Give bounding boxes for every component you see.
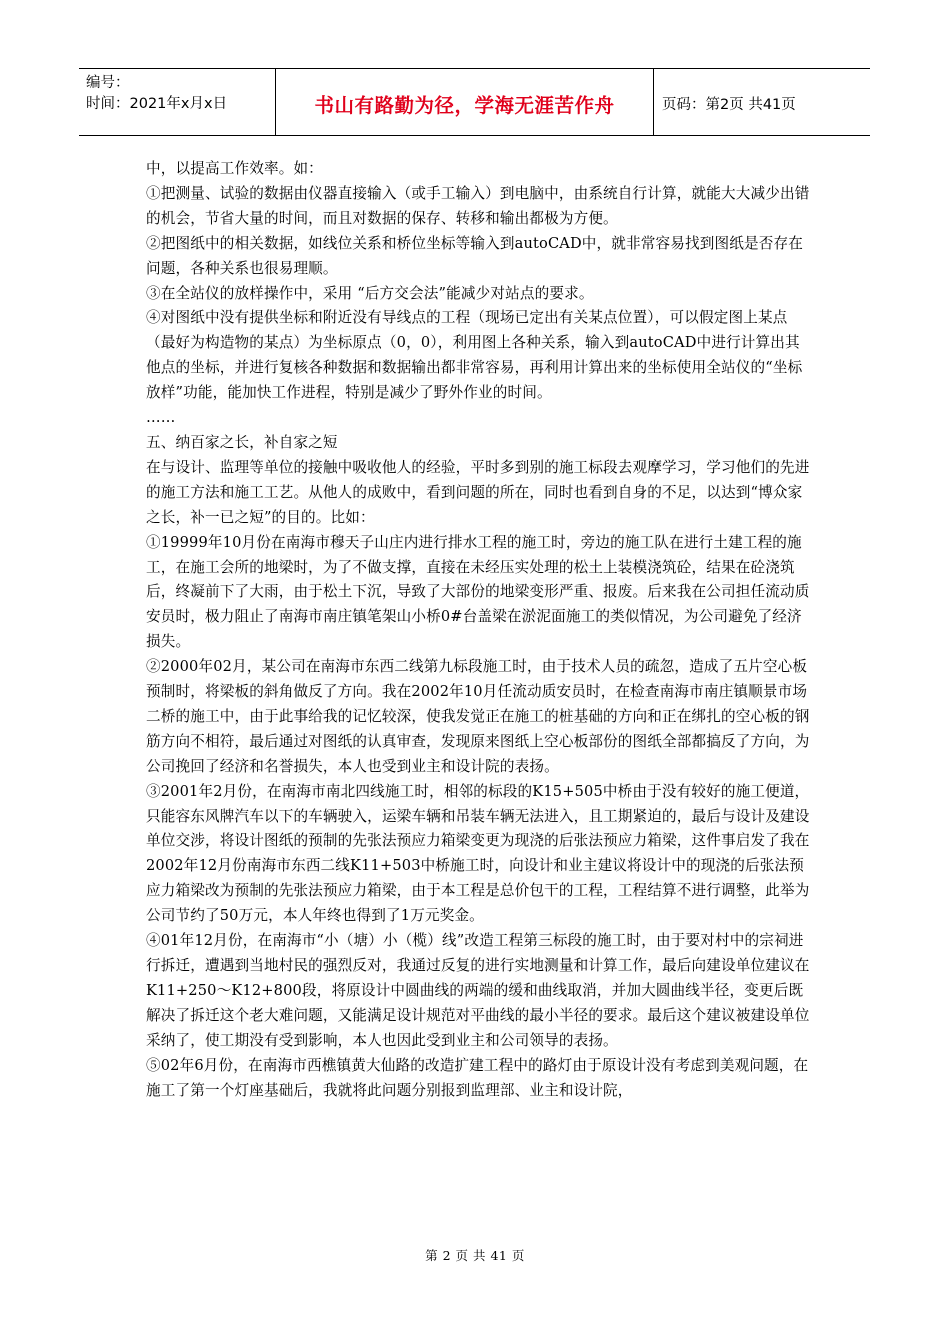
body-paragraph: ②2000年02月，某公司在南海市东西二线第九标段施工时，由于技术人员的疏忽，造成了五片空心板预制时，将梁板的斜角做反了方向。我在2002年10月任流动质安员时，在检查南海市南庄镇顺景市场二桥的施工中，由于此事给我的记忆较深，使我发觉正在施工的桩基础的方向和正在绑扎的空心板的钢筋方向不相符，最后通过对图纸的认真审查，发现原来图纸上空心板部份的图纸全部都搞反了方向，为公司挽回了经济和名誉损失，本人也受到业主和设计院的表扬。 <box>146 658 810 775</box>
body-paragraph: ①把测量、试验的数据由仪器直接输入（或手工输入）到电脑中，由系统自行计算，就能大大减少出错的机会，节省大量的时间，而且对数据的保存、转移和输出都极为方便。 <box>146 184 810 227</box>
body-paragraph: ④01年12月份，在南海市“小（塘）小（榄）线”改造工程第三标段的施工时，由于要对村中的宗祠进行拆迁，遭遇到当地村民的强烈反对，我通过反复的进行实地测量和计算工作，最后向建设单位建议在K11+250～K12+800段，将原设计中圆曲线的两端的缓和曲线取消，并加大圆曲线半径，变更后既解决了拆迁这个老大难问题，又能满足设计规范对平曲线的最小半径的要求。最后这个建议被建设单位采纳了，使工期没有受到影响，本人也因此受到业主和公司领导的表扬。 <box>146 932 810 1049</box>
body-paragraph: ①19999年10月份在南海市穆天子山庄内进行排水工程的施工时，旁边的施工队在进行土建工程的施工，在施工会所的地梁时，为了不做支撑，直接在未经压实处理的松土上装模浇筑砼，结果在砼浇筑后，终凝前下了大雨，由于松土下沉，导致了大部份的地梁变形严重、报废。后来我在公司担任流动质安员时，极力阻止了南海市南庄镇笔架山小桥0#台盖梁在淤泥面施工的类似情况，为公司避免了经济损失。 <box>146 533 810 651</box>
header-page-info: 页码：第2页 共41页 <box>662 96 796 113</box>
header-page-info-cell <box>654 69 870 135</box>
body-paragraph: 中，以提高工作效率。如： <box>146 160 323 177</box>
body-paragraph: ③2001年2月份，在南海市南北四线施工时，相邻的标段的K15+505中桥由于没有较好的施工便道，只能容东风牌汽车以下的车辆驶入，运梁车辆和吊装车辆无法进入，且工期紧迫的，最后与设计及建设单位交涉，将设计图纸的预制的先张法预应力箱梁变更为现浇的后张法预应力箱梁，这件事启发了我在2002年12月份南海市东西二线K11+503中桥施工时，向设计和业主建议将设计中的现浇的后张法预应力箱梁改为预制的先张法预应力箱梁，由于本工程是总价包干的工程，工程结算不进行调整，此举为公司节约了50万元，本人年终也得到了1万元奖金。 <box>146 782 810 925</box>
document-body <box>146 157 810 1103</box>
body-paragraph: ④对图纸中没有提供坐标和附近没有导线点的工程（现场已定出有关某点位置），可以假定图上某点（最好为构造物的某点）为坐标原点（0，0），利用图上各种关系，输入到autoCAD中进行计算出其他点的坐标，并进行复核各种数据和数据输出都非常容易，再利用计算出来的坐标使用全站仪的“坐标放样”功能，能加快工作进程，特别是减少了野外作业的时间。 <box>146 309 803 402</box>
body-paragraph: ⑤02年6月份，在南海市西樵镇黄大仙路的改造扩建工程中的路灯由于原设计没有考虑到美观问题，在施工了第一个灯座基础后，我就将此问题分别报到监理部、业主和设计院， <box>146 1056 809 1099</box>
header-motto-cell <box>275 69 654 135</box>
page-footer: 第 2 页 共 41 页 <box>425 1248 525 1263</box>
section-heading: 五、纳百家之长，补自家之短 <box>146 433 338 451</box>
document-date: 时间：2021年x月x日 <box>86 96 228 112</box>
body-paragraph: ③在全站仪的放样操作中，采用 “后方交会法”能减少对站点的要求。 <box>146 284 594 302</box>
document-number-label: 编号： <box>86 75 130 91</box>
body-paragraph: ②把图纸中的相关数据，如线位关系和桥位坐标等输入到autoCAD中，就非常容易找到图纸是否存在问题，各种关系也很易理顺。 <box>146 234 803 277</box>
page-header <box>79 68 870 136</box>
header-meta <box>79 69 275 135</box>
header-motto: 书山有路勤为径，学海无涯苦作舟 <box>314 94 615 117</box>
body-paragraph: 在与设计、监理等单位的接触中吸收他人的经验，平时多到别的施工标段去观摩学习，学习他们的先进的施工方法和施工工艺。从他人的成败中，看到问题的所在，同时也看到自身的不足，以达到“博众家之长，补一已之短”的目的。比如： <box>146 458 810 526</box>
ellipsis-line: …… <box>146 409 176 427</box>
